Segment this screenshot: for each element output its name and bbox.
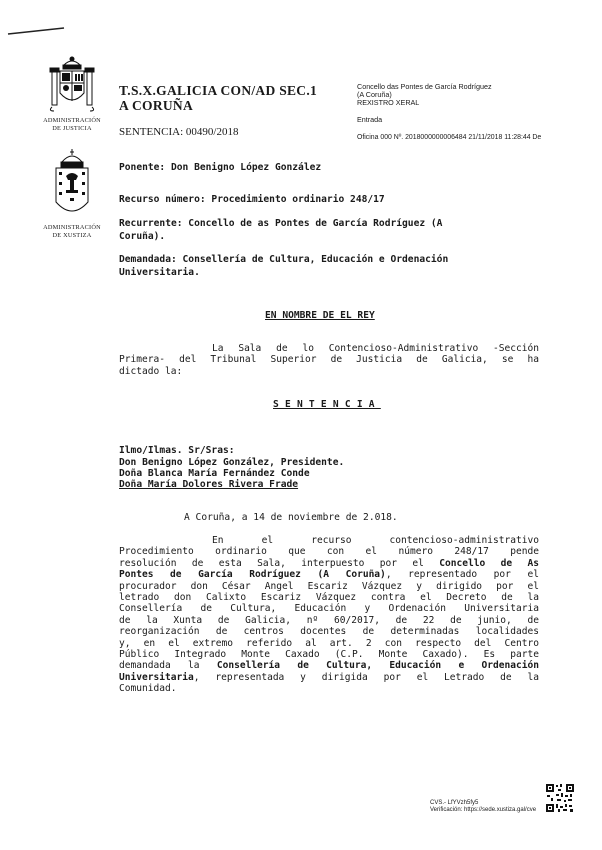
crest1-caption-line2: DE JUSTICIA [52, 124, 92, 132]
ponente: Ponente: Don Benigno López González [119, 162, 322, 173]
main-line13-bold: Universitaria [119, 671, 194, 683]
recurrente-line1: Recurrente: Concello de as Pontes de García Rodríguez (A [119, 218, 443, 229]
intro-line3: dictado la: [119, 365, 183, 377]
main-line3 [119, 558, 539, 569]
intro-line2: Primera- del Tribunal Superior de Justicia de Galicia, se ha [119, 354, 539, 366]
main-line1: En el recurso contencioso-administrativo [212, 535, 539, 546]
judge-3: Doña María Dolores Rivera Frade [119, 479, 299, 490]
galicia-coat-of-arms-icon [50, 148, 94, 222]
date-line: A Coruña, a 14 de noviembre de 2.018. [184, 512, 398, 523]
demandada-line2: Universitaria. [119, 267, 200, 278]
qr-code-icon [546, 784, 574, 812]
crest1-caption [34, 117, 110, 132]
en-nombre-heading: EN NOMBRE DE EL REY [265, 310, 375, 321]
crest2-caption-line2: DE XUSTIZA [52, 231, 92, 239]
crest1-caption-line1: ADMINISTRACIÓN [43, 117, 101, 124]
main-line6: letrado don Calixto Escariz Vázquez contra el Decreto de la [119, 592, 539, 604]
sentence-number: SENTENCIA: 00490/2018 [119, 126, 239, 138]
footer-cvs: CVS.- LfYVzh5fy5 [430, 800, 479, 806]
court-name: T.S.X.GALICIA CON/AD SEC.1 [119, 83, 318, 98]
main-line11: Público Integrado Monte Caxado (C.P. Monte Caxado). Es parte [119, 649, 539, 661]
main-line13 [119, 672, 539, 683]
main-line9: reorganización de centros docentes de determinadas localidades [119, 626, 539, 638]
main-line10: y, en el extremo referido al art. 2 con respecto del Centro [119, 637, 539, 649]
judges-title: Ilmo/Ilmas. Sr/Sras: [119, 445, 235, 456]
spanish-coat-of-arms-icon [46, 55, 98, 115]
main-line12-text: demandada la [119, 660, 217, 672]
registry-stamp-line5: Oficina 000 Nº. 2018000000006484 21/11/2018 11:28:44 De [357, 134, 542, 141]
sentencia-heading: SENTENCIA [273, 399, 381, 410]
main-line8: de la Xunta de Galicia, nº 60/2017, de 22 de junio, de [119, 614, 539, 626]
registry-stamp-line4: Entrada [357, 115, 383, 124]
footer-verification: Verificación: https://sede.xustiza.gal/cve [430, 807, 537, 813]
main-line4 [119, 569, 539, 580]
recurrente-line2: Coruña). [119, 231, 166, 242]
margin-pen-mark [6, 24, 66, 38]
main-line4-bold: Pontes de García Rodríguez (A Coruña) [119, 569, 386, 581]
main-line3-text: resolución de esta Sala, interpuesto por el [119, 557, 440, 569]
registry-stamp-line3: REXISTRO XERAL [357, 98, 420, 107]
main-line7: Consellería de Cultura, Educación y Ordenación Universitaria [119, 603, 539, 615]
registry-stamp-line1: Concello das Pontes de García Rodríguez [357, 82, 492, 91]
main-line12 [119, 660, 539, 671]
main-line12-bold: Consellería de Cultura, Educación e Ordenación [216, 660, 539, 672]
intro-line1: La Sala de lo Contencioso-Administrativo -Sección [212, 343, 539, 354]
crest2-caption-line1: ADMINISTRACIÓN [43, 224, 101, 231]
main-line4-text: , representado por el [385, 569, 539, 581]
main-line13-text: , representada y dirigida por el Letrado de la [193, 671, 539, 683]
main-line2: Procedimiento ordinario que con el número 248/17 pende [119, 546, 539, 558]
recurso-number: Recurso número: Procedimiento ordinario 248/17 [119, 194, 385, 205]
intro-paragraph [119, 343, 539, 377]
main-line14: Comunidad. [119, 683, 177, 695]
main-line5: procurador don César Angel Escariz Vázquez y dirigido por el [119, 580, 539, 592]
demandada-line1: Demandada: Consellería de Cultura, Educación e Ordenación [119, 254, 449, 265]
main-line3-bold: Concello de As [439, 557, 539, 569]
crest2-caption [34, 224, 110, 239]
main-paragraph [119, 535, 539, 695]
judge-2: Doña Blanca María Fernández Conde [119, 468, 310, 479]
court-city: A CORUÑA [119, 98, 194, 113]
judge-president: Don Benigno López González, Presidente. [119, 457, 345, 468]
registry-stamp-line2: (A Coruña) [357, 90, 392, 99]
